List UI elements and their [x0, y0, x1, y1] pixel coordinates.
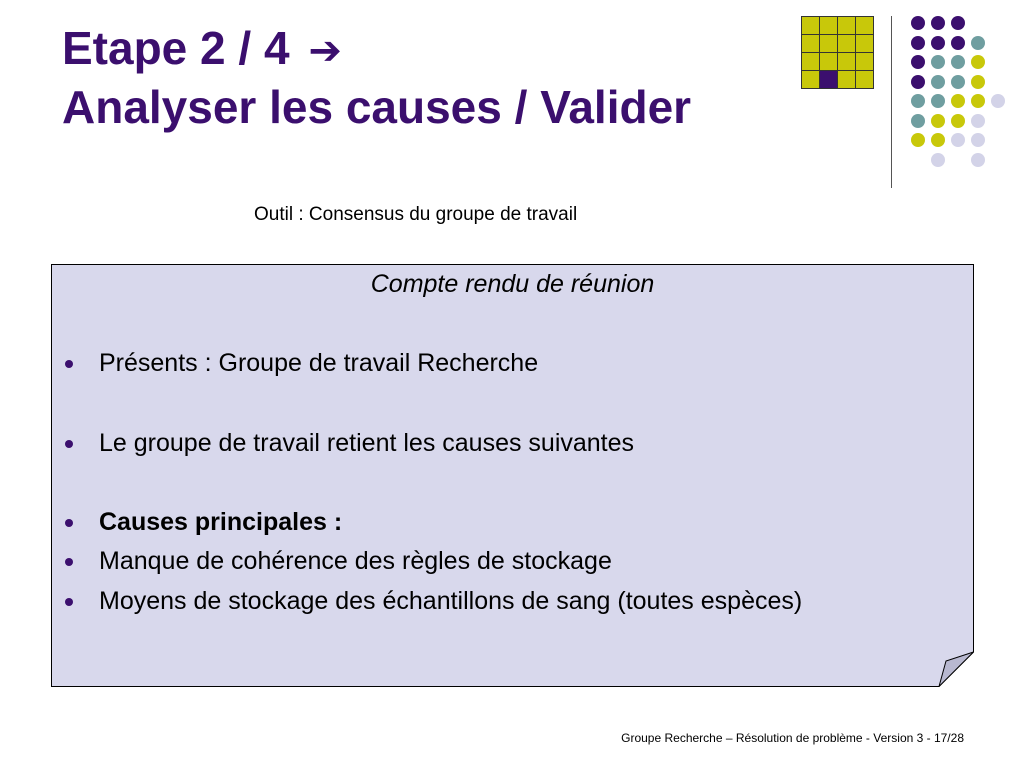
note-heading: Compte rendu de réunion	[370, 270, 655, 298]
list-item-text: Le groupe de travail retient les causes suivantes	[99, 429, 635, 457]
list-item-text: Causes principales :	[99, 508, 343, 536]
decorative-dot	[911, 75, 925, 89]
slide-subtitle: Outil : Consensus du groupe de travail	[254, 204, 578, 225]
logo-grid-icon	[801, 16, 874, 89]
decorative-dot	[971, 55, 985, 69]
decorative-dot	[951, 55, 965, 69]
decorative-dot	[971, 36, 985, 50]
decorative-dot	[911, 114, 925, 128]
decorative-dot	[991, 94, 1005, 108]
bullet-dot-icon	[65, 558, 73, 566]
list-item-text: Présents : Groupe de travail Recherche	[99, 349, 539, 377]
decorative-dot	[911, 133, 925, 147]
list-item	[65, 508, 342, 537]
decorative-dot	[931, 55, 945, 69]
decorative-dot	[971, 133, 985, 147]
bullet-dot-icon	[65, 440, 73, 448]
list-item	[65, 429, 634, 458]
decorative-dot	[951, 75, 965, 89]
title-heading: Analyser les causes / Valider	[62, 81, 692, 133]
decorative-dot	[951, 133, 965, 147]
decorative-dot	[911, 94, 925, 108]
slide-title	[62, 20, 842, 135]
decorative-dot	[931, 16, 945, 30]
decorative-dot	[971, 114, 985, 128]
list-item	[65, 547, 612, 576]
decorative-dot	[931, 75, 945, 89]
decorative-dot	[971, 153, 985, 167]
list-item-text: Manque de cohérence des règles de stockage	[99, 547, 612, 575]
decorative-dot	[931, 153, 945, 167]
decorative-dot	[931, 36, 945, 50]
bullet-dot-icon	[65, 598, 73, 606]
title-step: Etape 2 / 4	[62, 22, 290, 74]
decorative-dot	[971, 75, 985, 89]
footer-text: Groupe Recherche – Résolution de problème - Version 3 - 17/28	[621, 731, 964, 745]
bullet-dot-icon	[65, 519, 73, 527]
arrow-right-icon: ➔	[308, 29, 342, 73]
decorative-dot	[931, 114, 945, 128]
bullet-dot-icon	[65, 360, 73, 368]
decorative-dot	[951, 94, 965, 108]
decorative-dot	[911, 55, 925, 69]
meeting-note-box	[51, 264, 974, 687]
list-item	[65, 587, 802, 616]
decorative-dot	[931, 133, 945, 147]
decorative-dot	[931, 94, 945, 108]
decorative-dot	[911, 16, 925, 30]
list-item	[65, 349, 538, 378]
decorative-dot	[951, 114, 965, 128]
decorative-dot	[951, 16, 965, 30]
decorative-dot	[971, 94, 985, 108]
decorative-dot	[911, 36, 925, 50]
decorative-dot	[951, 36, 965, 50]
divider-line	[891, 16, 892, 188]
list-item-text: Moyens de stockage des échantillons de sang (toutes espèces)	[99, 587, 803, 615]
